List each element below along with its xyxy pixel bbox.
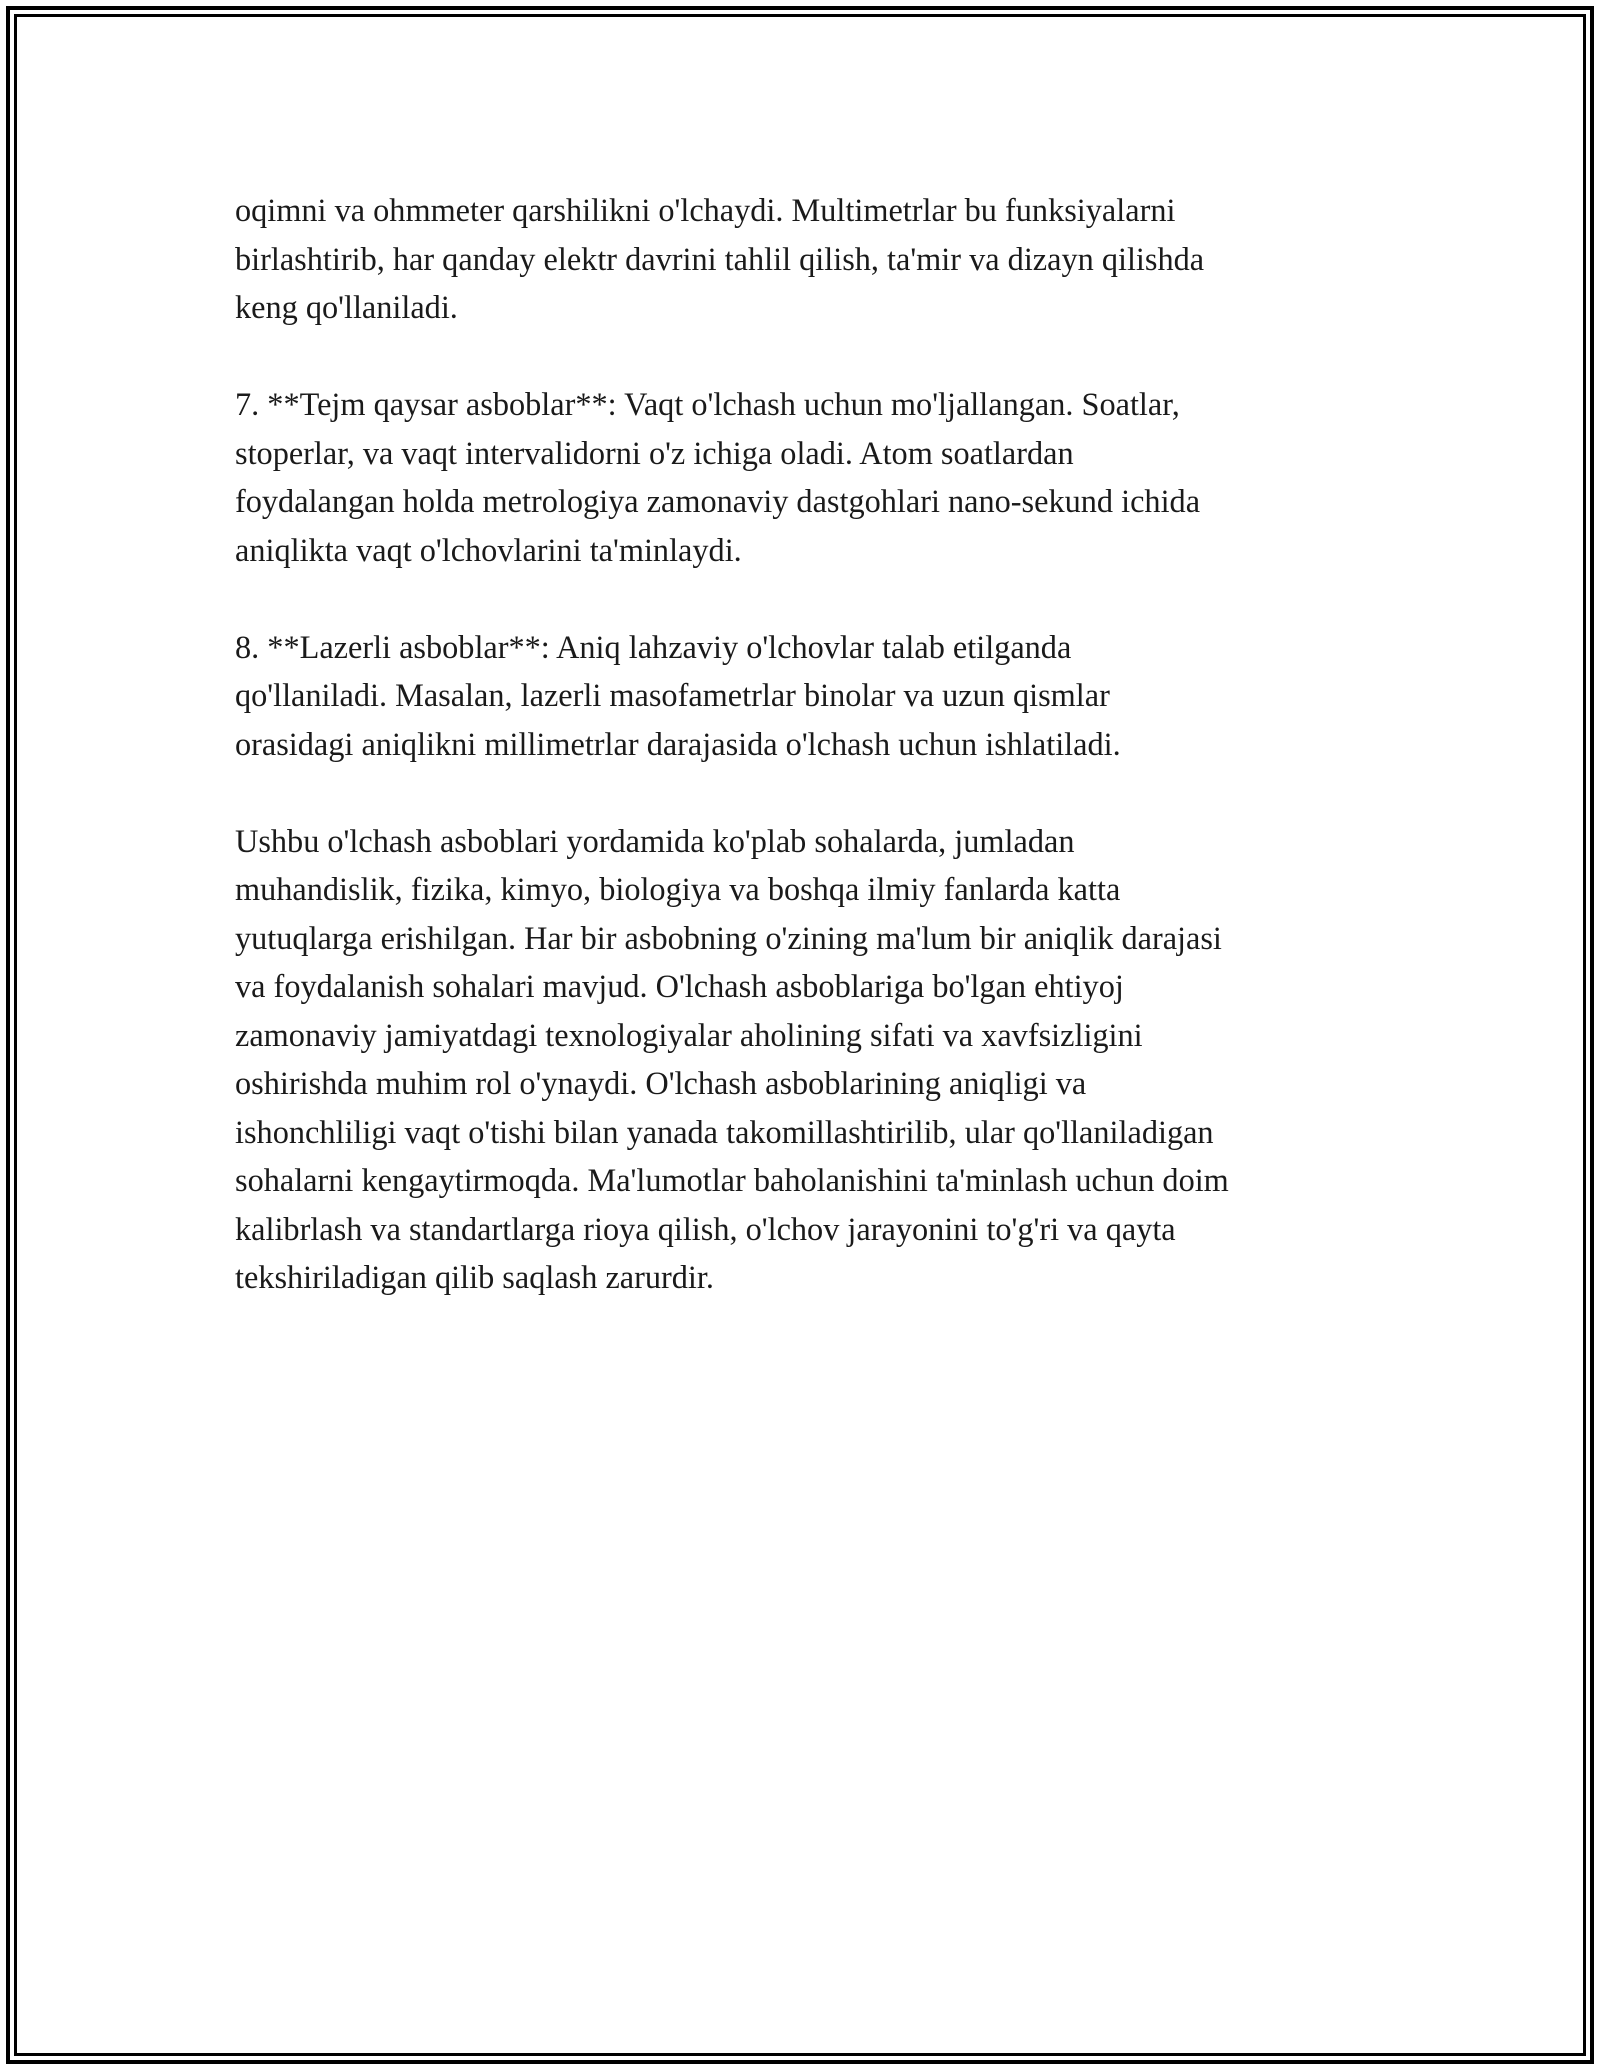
paragraph-conclusion: Ushbu o'lchash asboblari yordamida ko'plab sohalarda, jumladan muhandislik, fizika, kimyo, biologiya va boshqa ilmiy fanlarda katta yutuqlarga erishilgan. Har bir asbobning o'zining ma'lum bir aniqlik darajasi va foydalanish sohalari mavjud. O'lchash asboblariga bo'lgan ehtiyoj zamonaviy jamiyatdagi texnologiyalar aholining sifati va xavfsizligini oshirishda muhim rol o'ynaydi. O'lchash asboblarining aniqligi va ishonchliligi vaqt o'tishi bilan yanada takomillashtirilib, ular qo'llaniladigan sohalarni kengaytirmoqda. Ma'lumotlar baholanishini ta'minlash uchun doim kalibrlash va standartlarga rioya qilish, o'lchov jarayonini to'g'ri va qayta tekshiriladigan qilib saqlash zarurdir. [235, 822, 1229, 1295]
paragraph-item-7-time-instruments: 7. **Tejm qaysar asboblar**: Vaqt o'lchash uchun mo'ljallangan. Soatlar, stoperlar, va vaqt intervalidorni o'z ichiga oladi. Atom soatlardan foydalangan holda metrologiya zamonaviy dastgohlari nano-sekund ichida aniqlikta vaqt o'lchovlarini ta'minlaydi. [235, 386, 1201, 568]
paragraph-multimeter-continuation: oqimni va ohmmeter qarshilikni o'lchaydi. Multimetrlar bu funksiyalarni birlashtirib, har qanday elektr davrini tahlil qilish, ta'mir va dizayn qilishda keng qo'llaniladi. [235, 192, 1205, 325]
document-body [235, 186, 1385, 1350]
paragraph-item-8-laser-instruments: 8. **Lazerli asboblar**: Aniq lahzaviy o'lchovlar talab etilganda qo'llaniladi. Masalan, lazerli masofametrlar binolar va uzun qismlar orasidagi aniqlikni millimetrlar darajasida o'lchash uchun ishlatiladi. [235, 628, 1121, 762]
